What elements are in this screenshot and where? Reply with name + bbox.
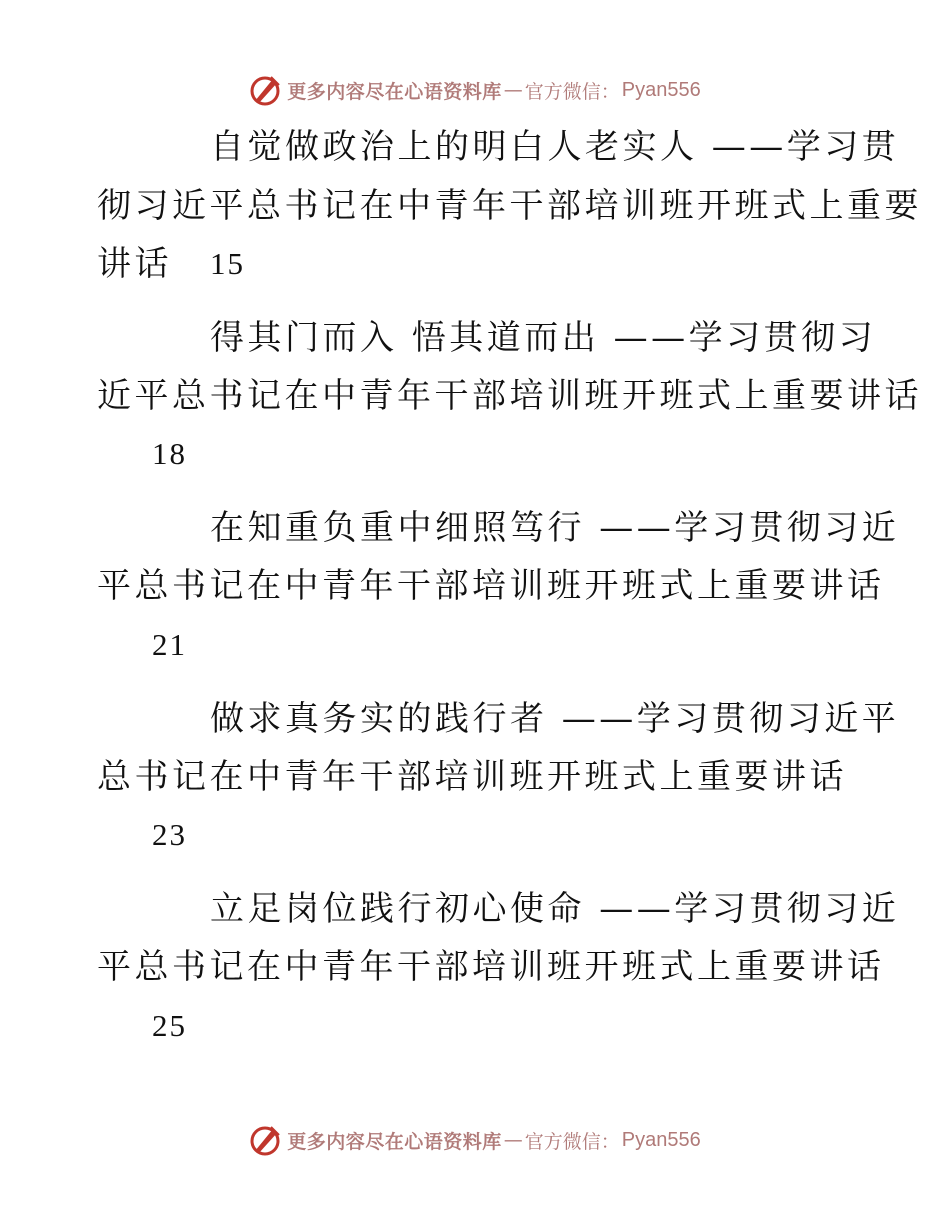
toc-page-number: 25 <box>152 1008 187 1043</box>
watermark-separator: — <box>503 1129 523 1151</box>
toc-entry-title-line: 平总书记在中青年干部培训班开班式上重要讲话 <box>97 566 885 606</box>
wechat-id: Pyan556 <box>621 78 701 101</box>
toc-entry-title-line: 近平总书记在中青年干部培训班开班式上重要讲话 <box>97 376 922 416</box>
toc-entry-title-line: 自觉做政治上的明白人老实人 ——学习贯 <box>210 127 900 167</box>
footer-watermark <box>0 1120 950 1160</box>
wechat-label: 官方微信： <box>524 80 620 103</box>
toc-entry-title-line: 总书记在中青年干部培训班开班式上重要讲话 <box>97 757 847 797</box>
wechat-id: Pyan556 <box>621 1128 701 1151</box>
toc-entry-title-line: 得其门而入 悟其道而出 ——学习贯彻习 <box>210 318 877 358</box>
logo-icon <box>249 1123 283 1157</box>
toc-entry-title-line: 做求真务实的践行者 ——学习贯彻习近平 <box>210 699 900 739</box>
toc-page-number: 21 <box>152 627 187 662</box>
toc-entry-title-line: 在知重负重中细照笃行 ——学习贯彻习近 <box>210 508 900 548</box>
toc-entry-title-line: 讲话 <box>97 244 172 284</box>
toc-page-number: 15 <box>210 246 245 281</box>
toc-entry-title-line: 平总书记在中青年干部培训班开班式上重要讲话 <box>97 947 885 987</box>
wechat-label: 官方微信： <box>524 1130 620 1153</box>
watermark-separator: — <box>503 79 523 101</box>
toc-entry-title-line: 立足岗位践行初心使命 ——学习贯彻习近 <box>210 889 900 929</box>
toc-entry-title-line: 彻习近平总书记在中青年干部培训班开班式上重要 <box>97 186 922 226</box>
watermark-text: 更多内容尽在心语资料库 <box>287 1130 502 1153</box>
header-watermark <box>0 70 950 110</box>
watermark-text: 更多内容尽在心语资料库 <box>287 80 502 103</box>
toc-page-number: 18 <box>152 436 187 471</box>
logo-icon <box>249 73 283 107</box>
toc-page-number: 23 <box>152 817 187 852</box>
